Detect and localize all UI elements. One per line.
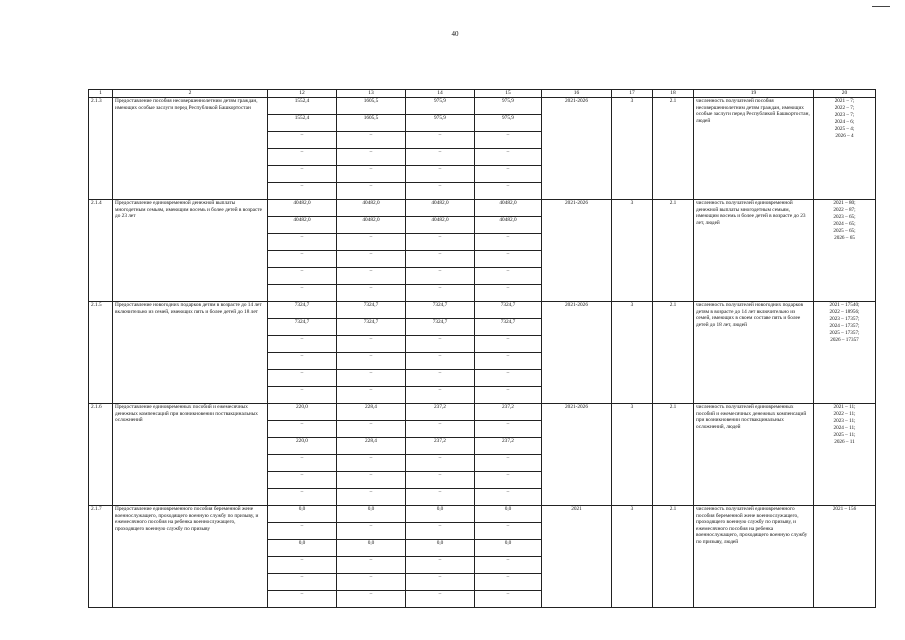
value-cell: – bbox=[406, 421, 475, 438]
value-cell: 40482,0 bbox=[406, 200, 475, 217]
col17-cell: 3 bbox=[612, 98, 653, 200]
row-number: 2.1.3 bbox=[89, 98, 113, 200]
value-cell: – bbox=[337, 472, 406, 489]
row-number: 2.1.5 bbox=[89, 302, 113, 404]
result-line: 2025 – 11; bbox=[833, 432, 856, 438]
value-cell: – bbox=[337, 591, 406, 608]
value-cell: – bbox=[406, 336, 475, 353]
value-cell: – bbox=[475, 370, 542, 387]
value-cell: – bbox=[337, 489, 406, 506]
value-cell: – bbox=[337, 455, 406, 472]
value-cell: 40482,0 bbox=[268, 200, 337, 217]
value-cell: – bbox=[337, 523, 406, 540]
result-line: 2026 – 65 bbox=[834, 235, 855, 241]
header-cell: 2 bbox=[113, 90, 268, 98]
header-cell: 1 bbox=[89, 90, 113, 98]
value-cell: 40482,0 bbox=[406, 217, 475, 234]
measure-name: Предоставление пособия несовершеннолетним детям граждан, имеющих особые заслуги перед Республикой Башкортостан bbox=[113, 98, 268, 200]
value-cell: – bbox=[337, 370, 406, 387]
value-cell: – bbox=[268, 455, 337, 472]
value-cell: 40482,0 bbox=[337, 200, 406, 217]
period-cell: 2021-2026 bbox=[542, 404, 612, 506]
value-cell: – bbox=[268, 387, 337, 404]
value-cell: 975,9 bbox=[475, 115, 542, 132]
value-cell: 237,2 bbox=[475, 404, 542, 421]
value-cell: 237,2 bbox=[475, 438, 542, 455]
value-cell: – bbox=[406, 268, 475, 285]
header-cell: 19 bbox=[694, 90, 814, 98]
value-cell: 975,9 bbox=[406, 98, 475, 115]
result-line: 2022 – 7; bbox=[834, 105, 855, 111]
value-cell: 0,0 bbox=[475, 506, 542, 523]
value-cell: 220,0 bbox=[268, 438, 337, 455]
value-cell: – bbox=[406, 370, 475, 387]
corner-mark bbox=[872, 6, 890, 7]
row-number: 2.1.6 bbox=[89, 404, 113, 506]
row-number: 2.1.4 bbox=[89, 200, 113, 302]
results-cell bbox=[814, 98, 876, 200]
value-cell: 0,0 bbox=[337, 540, 406, 557]
value-cell: – bbox=[268, 370, 337, 387]
table-row bbox=[89, 506, 876, 523]
value-cell: – bbox=[475, 234, 542, 251]
value-cell: 1552,4 bbox=[268, 98, 337, 115]
result-line: 2022 – 18956; bbox=[829, 309, 860, 315]
header-cell: 12 bbox=[268, 90, 337, 98]
period-cell: 2021-2026 bbox=[542, 200, 612, 302]
result-line: 2023 – 11; bbox=[833, 418, 856, 424]
result-line: 2024 – 11; bbox=[833, 425, 856, 431]
value-cell: – bbox=[406, 234, 475, 251]
value-cell: – bbox=[337, 336, 406, 353]
value-cell: – bbox=[406, 574, 475, 591]
value-cell: – bbox=[268, 149, 337, 166]
results-cell bbox=[814, 506, 876, 608]
value-cell: – bbox=[268, 591, 337, 608]
value-cell: 7324,7 bbox=[337, 319, 406, 336]
value-cell: 7324,7 bbox=[268, 319, 337, 336]
header-cell: 13 bbox=[337, 90, 406, 98]
value-cell: – bbox=[406, 166, 475, 183]
value-cell: – bbox=[475, 268, 542, 285]
value-cell: – bbox=[475, 183, 542, 200]
value-cell: – bbox=[406, 489, 475, 506]
value-cell: – bbox=[337, 251, 406, 268]
results-cell bbox=[814, 302, 876, 404]
indicator-cell: численность получателей единовременной денежной выплаты многодетным семьям, имеющим восемь и более детей в возрасте до 23 лет, людей bbox=[694, 200, 814, 302]
value-cell: – bbox=[475, 166, 542, 183]
result-line: 2024 – 6; bbox=[834, 119, 855, 125]
col18-cell: 2.1 bbox=[653, 200, 694, 302]
indicator-cell: численность получателей единовременных пособий и ежемесячных денежных компенсаций при возникновении поствакцинальных осложнений, людей bbox=[694, 404, 814, 506]
value-cell: 7324,7 bbox=[337, 302, 406, 319]
value-cell: – bbox=[475, 285, 542, 302]
value-cell: 220,0 bbox=[268, 404, 337, 421]
result-line: 2022 – 87; bbox=[833, 207, 856, 213]
value-cell: – bbox=[337, 268, 406, 285]
value-cell: – bbox=[475, 353, 542, 370]
value-cell: 237,2 bbox=[406, 438, 475, 455]
page-number: 40 bbox=[451, 30, 459, 38]
value-cell: – bbox=[268, 472, 337, 489]
value-cell: 975,9 bbox=[406, 115, 475, 132]
header-row bbox=[89, 90, 876, 98]
value-cell: – bbox=[475, 455, 542, 472]
value-cell: – bbox=[268, 268, 337, 285]
program-table bbox=[88, 89, 876, 608]
value-cell: 1605,5 bbox=[337, 98, 406, 115]
table-body bbox=[89, 90, 876, 608]
result-line: 2023 – 17357; bbox=[829, 316, 860, 322]
result-line: 2023 – 65; bbox=[833, 214, 856, 220]
value-cell: 40482,0 bbox=[475, 200, 542, 217]
value-cell: – bbox=[337, 234, 406, 251]
header-cell: 17 bbox=[612, 90, 653, 98]
value-cell: – bbox=[406, 591, 475, 608]
value-cell: 0,0 bbox=[406, 506, 475, 523]
header-cell: 16 bbox=[542, 90, 612, 98]
value-cell: 1605,5 bbox=[337, 115, 406, 132]
indicator-cell: численность получателей единовременного пособия беременной жене военнослужащего, проходящего военную службу по призыву, и ежемесячного пособия на ребенка военнослужащего, проходящего военную службу по призыву, людей bbox=[694, 506, 814, 608]
value-cell: 228,4 bbox=[337, 438, 406, 455]
value-cell: 40482,0 bbox=[475, 217, 542, 234]
value-cell: – bbox=[475, 472, 542, 489]
value-cell: 40482,0 bbox=[268, 217, 337, 234]
value-cell: – bbox=[337, 183, 406, 200]
value-cell: – bbox=[337, 353, 406, 370]
col18-cell: 2.1 bbox=[653, 506, 694, 608]
period-cell: 2021-2026 bbox=[542, 98, 612, 200]
measure-name: Предоставление новогодних подарков детям в возрасте до 14 лет включительно из семей, имеющих пять и более детей до 18 лет bbox=[113, 302, 268, 404]
value-cell: – bbox=[268, 166, 337, 183]
value-cell: – bbox=[406, 387, 475, 404]
result-line: 2024 – 65; bbox=[833, 221, 856, 227]
value-cell: – bbox=[268, 336, 337, 353]
value-cell: – bbox=[475, 149, 542, 166]
results-cell bbox=[814, 404, 876, 506]
col18-cell: 2.1 bbox=[653, 98, 694, 200]
value-cell: 40482,0 bbox=[337, 217, 406, 234]
col18-cell: 2.1 bbox=[653, 404, 694, 506]
result-line: 2026 – 4 bbox=[835, 133, 854, 139]
value-cell: – bbox=[268, 234, 337, 251]
value-cell: 7324,7 bbox=[475, 302, 542, 319]
value-cell: – bbox=[406, 353, 475, 370]
col17-cell: 3 bbox=[612, 302, 653, 404]
value-cell: – bbox=[337, 149, 406, 166]
row-number: 2.1.7 bbox=[89, 506, 113, 608]
col18-cell: 2.1 bbox=[653, 302, 694, 404]
value-cell: 7324,7 bbox=[406, 319, 475, 336]
value-cell: 0,0 bbox=[268, 506, 337, 523]
result-line: 2024 – 17357; bbox=[829, 323, 860, 329]
value-cell: – bbox=[337, 387, 406, 404]
value-cell: – bbox=[268, 421, 337, 438]
measure-name: Предоставление единовременного пособия беременной жене военнослужащего, проходящего военную службу по призыву, и ежемесячного пособия на ребенка военнослужащего, проходящего военную службу по призыву bbox=[113, 506, 268, 608]
value-cell: 228,4 bbox=[337, 404, 406, 421]
value-cell: 7324,7 bbox=[268, 302, 337, 319]
value-cell: – bbox=[406, 523, 475, 540]
value-cell: – bbox=[475, 557, 542, 574]
value-cell: 7324,7 bbox=[406, 302, 475, 319]
result-line: 2025 – 65; bbox=[833, 228, 856, 234]
value-cell: – bbox=[337, 132, 406, 149]
value-cell: 0,0 bbox=[406, 540, 475, 557]
value-cell: – bbox=[406, 472, 475, 489]
value-cell: – bbox=[475, 489, 542, 506]
value-cell: – bbox=[268, 132, 337, 149]
value-cell: – bbox=[268, 557, 337, 574]
result-line: 2025 – 17357; bbox=[829, 330, 860, 336]
value-cell: – bbox=[268, 574, 337, 591]
result-line: 2021 – 7; bbox=[834, 98, 855, 104]
col17-cell: 3 bbox=[612, 200, 653, 302]
value-cell: – bbox=[268, 489, 337, 506]
value-cell: – bbox=[268, 285, 337, 302]
value-cell: 0,0 bbox=[337, 506, 406, 523]
value-cell: – bbox=[475, 336, 542, 353]
value-cell: – bbox=[406, 132, 475, 149]
indicator-cell: численность получателей пособия несовершеннолетним детям граждан, имеющих особые заслуги перед Республикой Башкортостан, людей bbox=[694, 98, 814, 200]
header-cell: 14 bbox=[406, 90, 475, 98]
result-line: 2021 – 156 bbox=[832, 506, 857, 512]
result-line: 2021 – 17540; bbox=[829, 302, 860, 308]
table-row bbox=[89, 404, 876, 421]
value-cell: – bbox=[268, 353, 337, 370]
value-cell: – bbox=[406, 557, 475, 574]
value-cell: – bbox=[475, 574, 542, 591]
value-cell: 975,9 bbox=[475, 98, 542, 115]
value-cell: – bbox=[475, 421, 542, 438]
measure-name: Предоставление единовременных пособий и ежемесячных денежных компенсаций при возникновении поствакцинальных осложнений bbox=[113, 404, 268, 506]
result-line: 2025 – 4; bbox=[834, 126, 855, 132]
header-cell: 18 bbox=[653, 90, 694, 98]
results-cell bbox=[814, 200, 876, 302]
value-cell: – bbox=[268, 523, 337, 540]
value-cell: – bbox=[406, 183, 475, 200]
value-cell: 0,0 bbox=[268, 540, 337, 557]
result-line: 2026 – 17357 bbox=[830, 337, 859, 343]
header-cell: 20 bbox=[814, 90, 876, 98]
value-cell: – bbox=[406, 285, 475, 302]
value-cell: – bbox=[268, 251, 337, 268]
value-cell: 237,2 bbox=[406, 404, 475, 421]
value-cell: – bbox=[475, 251, 542, 268]
result-line: 2026 – 11 bbox=[834, 439, 855, 445]
value-cell: – bbox=[337, 557, 406, 574]
col17-cell: 3 bbox=[612, 404, 653, 506]
value-cell: – bbox=[475, 132, 542, 149]
measure-name: Предоставление единовременной денежной выплаты многодетным семьям, имеющим восемь и более детей в возрасте до 23 лет bbox=[113, 200, 268, 302]
value-cell: – bbox=[337, 285, 406, 302]
result-line: 2023 – 7; bbox=[834, 112, 855, 118]
period-cell: 2021 bbox=[542, 506, 612, 608]
result-line: 2021 – 80; bbox=[833, 200, 856, 206]
value-cell: – bbox=[475, 523, 542, 540]
result-line: 2021 – 11; bbox=[833, 404, 856, 410]
table-row bbox=[89, 302, 876, 319]
result-line: 2022 – 11; bbox=[833, 411, 856, 417]
value-cell: 1552,4 bbox=[268, 115, 337, 132]
period-cell: 2021-2026 bbox=[542, 302, 612, 404]
value-cell: – bbox=[475, 591, 542, 608]
indicator-cell: численность получателей новогодних подарков детям в возрасте до 14 лет включительно из семей, имеющих в своем составе пять и более детей до 18 лет, людей bbox=[694, 302, 814, 404]
value-cell: 7324,7 bbox=[475, 319, 542, 336]
value-cell: – bbox=[337, 166, 406, 183]
value-cell: – bbox=[406, 149, 475, 166]
value-cell: – bbox=[406, 455, 475, 472]
header-cell: 15 bbox=[475, 90, 542, 98]
value-cell: – bbox=[337, 421, 406, 438]
value-cell: – bbox=[475, 387, 542, 404]
table-row bbox=[89, 98, 876, 115]
value-cell: – bbox=[406, 251, 475, 268]
value-cell: – bbox=[268, 183, 337, 200]
col17-cell: 3 bbox=[612, 506, 653, 608]
value-cell: – bbox=[337, 574, 406, 591]
table-row bbox=[89, 200, 876, 217]
value-cell: 0,0 bbox=[475, 540, 542, 557]
